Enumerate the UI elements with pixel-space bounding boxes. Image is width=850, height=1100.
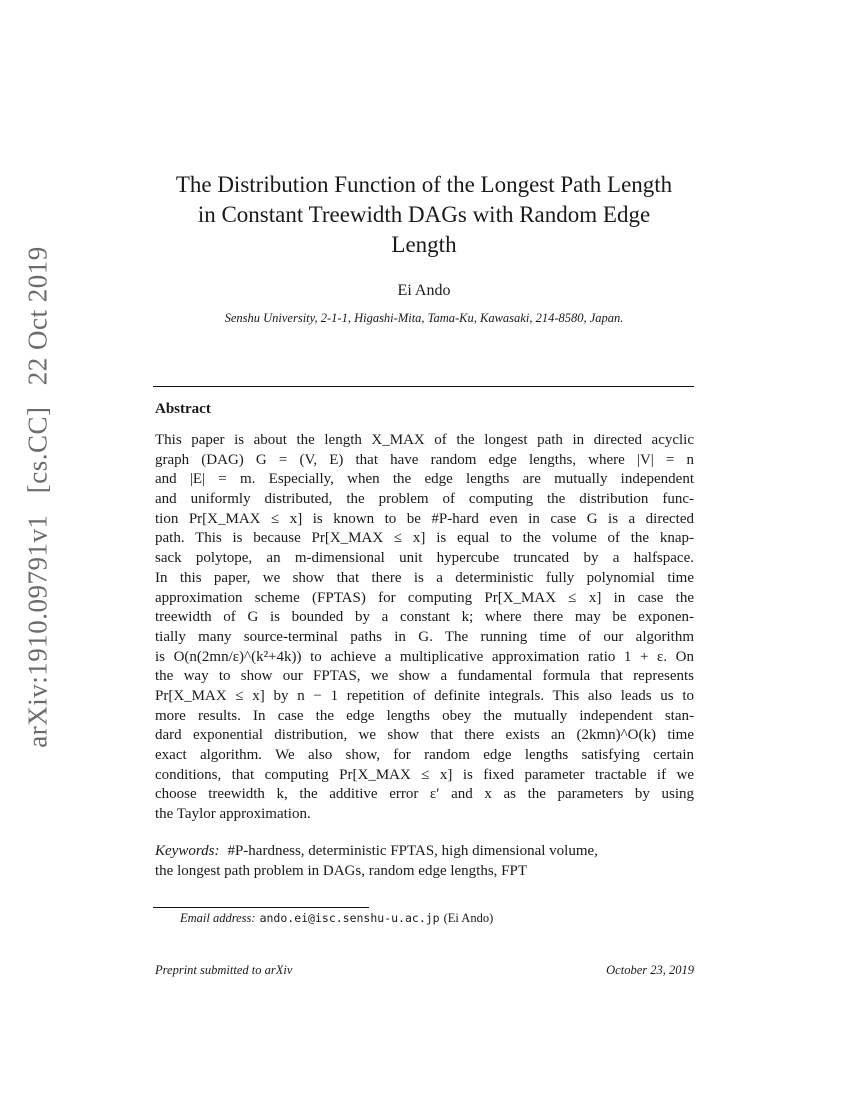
arxiv-side-stamp xyxy=(23,232,54,747)
footnote-email: ando.ei@isc.senshu-u.ac.jp xyxy=(259,911,440,925)
arxiv-category: [cs.CC] xyxy=(22,406,53,494)
abstract-heading: Abstract xyxy=(155,401,211,417)
title-line: Length xyxy=(391,232,457,257)
abstract-line: and uniformly distributed, the problem of computing the distribution func- xyxy=(155,491,694,508)
abstract-line: more results. In case the edge lengths obey the mutually independent stan- xyxy=(155,707,694,724)
abstract-line: tion Pr[X_MAX ≤ x] is known to be #P-hard even in case G is a directed xyxy=(155,510,694,527)
arxiv-id: arXiv:1910.09791v1 xyxy=(22,514,53,748)
abstract-top-rule xyxy=(153,386,694,387)
abstract-line: path. This is because Pr[X_MAX ≤ x] is equal to the volume of the knap- xyxy=(155,530,694,547)
footnote-rule xyxy=(153,907,369,908)
abstract-line: Pr[X_MAX ≤ x] by n − 1 repetition of definite integrals. This also leads us to xyxy=(155,687,694,704)
abstract-line: the Taylor approximation. xyxy=(155,806,311,823)
abstract-line: exact algorithm. We also show, for random edge lengths satisfying certain xyxy=(155,747,694,763)
abstract-line: and |E| = m. Especially, when the edge lengths are mutually independent xyxy=(155,471,694,488)
keywords-label: Keywords: xyxy=(155,843,220,859)
keywords-text-2: the longest path problem in DAGs, random edge lengths, FPT xyxy=(155,862,528,879)
abstract-body xyxy=(155,431,694,825)
footnote xyxy=(180,911,493,926)
abstract-line: sack polytope, an m-dimensional unit hypercube truncated by a halfspace. xyxy=(155,550,694,567)
abstract-line: treewidth of G is bounded by a constant k; where there may be exponen- xyxy=(155,609,694,626)
title-line: The Distribution Function of the Longest Path Length xyxy=(175,172,673,197)
abstract-line: conditions, that computing Pr[X_MAX ≤ x] is fixed parameter tractable if we xyxy=(155,766,694,783)
footer-date: October 23, 2019 xyxy=(606,963,694,977)
author-name: Ei Ando xyxy=(397,282,451,299)
footnote-label: Email address: xyxy=(180,911,256,925)
abstract-line: tially many source-terminal paths in G. The running time of our algorithm xyxy=(155,628,694,645)
footnote-name: (Ei Ando) xyxy=(443,911,494,925)
arxiv-date: 22 Oct 2019 xyxy=(22,246,53,386)
footer-preprint: Preprint submitted to arXiv xyxy=(155,963,293,977)
abstract-line: This paper is about the length X_MAX of the longest path in directed acyclic xyxy=(155,432,694,448)
abstract-line: the way to show our FPTAS, we show a fundamental formula that represents xyxy=(155,668,694,685)
abstract-line: In this paper, we show that there is a deterministic fully polynomial time xyxy=(155,569,694,586)
author-affiliation: Senshu University, 2-1-1, Higashi-Mita, Tama-Ku, Kawasaki, 214-8580, Japan. xyxy=(224,311,624,325)
abstract-line: approximation scheme (FPTAS) for computing Pr[X_MAX ≤ x] in case the xyxy=(155,589,694,606)
abstract-line: is O(n(2mn/ε)^(k²+4k)) to achieve a multiplicative approximation ratio 1 + ε. On xyxy=(155,648,694,665)
keywords-text-1: #P-hardness, deterministic FPTAS, high dimensional volume, xyxy=(227,843,598,859)
keywords-block xyxy=(155,842,694,881)
title-line: in Constant Treewidth DAGs with Random Edge xyxy=(197,202,651,227)
abstract-line: dard exponential distribution, we show that there exists an (2kmn)^O(k) time xyxy=(155,727,694,744)
abstract-line: choose treewidth k, the additive error ε′ and x as the parameters by using xyxy=(155,786,694,803)
paper-title xyxy=(150,170,698,260)
keywords-line xyxy=(155,842,694,862)
abstract-line: graph (DAG) G = (V, E) that have random edge lengths, where |V| = n xyxy=(155,451,694,468)
